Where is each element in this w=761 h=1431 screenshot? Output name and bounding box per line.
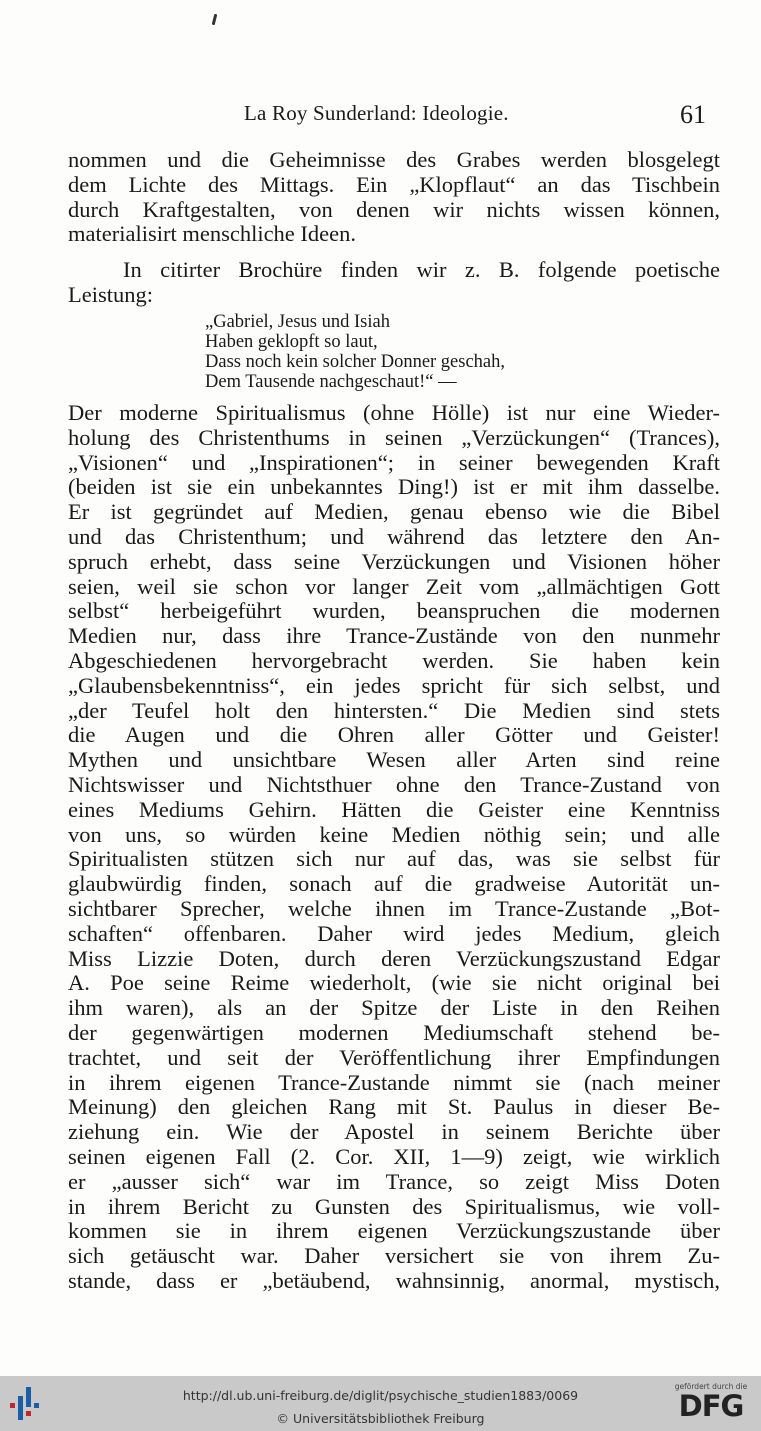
dfg-wordmark: DFG <box>678 1389 744 1423</box>
permalink-url[interactable]: http://dl.ub.uni-freiburg.de/diglit/psychische_studien1883/0069 <box>182 1388 579 1403</box>
text-line: Meinung) den gleichen Rang mit St. Paulus in dieser Be- <box>68 1094 720 1120</box>
text-line: er „ausser sich“ war im Trance, so zeigt Miss Doten <box>68 1168 720 1194</box>
text-line: „der Teufel holt den hintersten.“ Die Medien sind stets <box>68 697 720 723</box>
text-line: ihm waren), als an der Spitze der Liste in den Reihen <box>68 995 720 1021</box>
text-line: der gegenwärtigen modernen Mediumschaft stehend be- <box>68 1019 720 1045</box>
text-line: seien, weil sie schon vor langer Zeit vom „allmächtigen Gott <box>68 573 720 599</box>
text-line: in ihrem Bericht zu Gunsten des Spiritualismus, wie voll- <box>68 1193 720 1219</box>
copyright-notice: © Universitätsbibliothek Freiburg <box>276 1411 485 1426</box>
text-line: Leistung: <box>68 281 153 307</box>
paragraph-2 <box>68 258 720 308</box>
poem-line: Haben geklopft so laut, <box>205 332 378 352</box>
text-line: stande, dass er „betäubend, wahnsinnig, anormal, mystisch, <box>68 1267 720 1293</box>
poem-quote <box>205 312 565 392</box>
text-line: seinen eigenen Fall (2. Cor. XII, 1—9) zeigt, wie wirklich <box>68 1143 720 1169</box>
text-line: Medien nur, dass ihre Trance-Zustände von den nunmehr <box>68 623 720 649</box>
text-line: und das Christenthum; und während das letztere den An- <box>68 523 720 549</box>
text-line: Der moderne Spiritualismus (ohne Hölle) ist nur eine Wieder- <box>68 400 720 425</box>
dfg-logo <box>671 1382 751 1426</box>
text-line: Er ist gegründet auf Medien, genau ebenso wie die Bibel <box>68 499 720 525</box>
text-line: holung des Christenthums in seinen „Verzückungen“ (Trances), <box>68 424 720 450</box>
text-line: durch Kraftgestalten, von denen wir nichts wissen können, <box>68 196 720 222</box>
text-line: sichtbarer Sprecher, welche ihnen im Trance-Zustande „Bot- <box>68 895 720 921</box>
text-line: Miss Lizzie Doten, durch deren Verzückungszustand Edgar <box>68 945 720 971</box>
text-line: „Visionen“ und „Inspirationen“; in seiner bewegenden Kraft <box>68 449 720 475</box>
text-line: Nichtswisser und Nichtsthuer ohne den Trance-Zustand von <box>68 771 720 797</box>
main-paragraph <box>68 401 720 1294</box>
poem-line: „Gabriel, Jesus und Isiah <box>205 312 390 332</box>
poem-line: Dem Tausende nachgeschaut!“ — <box>205 372 457 392</box>
text-line: dem Lichte des Mittags. Ein „Klopflaut“ an das Tischbein <box>68 171 720 197</box>
footer-bar <box>0 1376 761 1431</box>
text-line: In citirter Brochüre finden wir z. B. folgende poetische <box>123 257 720 282</box>
text-line: „Glaubensbekenntniss“, ein jedes spricht für sich selbst, und <box>68 672 720 698</box>
text-line: nommen und die Geheimnisse des Grabes werden blosgelegt <box>68 147 720 172</box>
text-line: A. Poe seine Reime wiederholt, (wie sie nicht original bei <box>68 970 720 996</box>
poem-line: Dass noch kein solcher Donner geschah, <box>205 352 506 372</box>
text-line: spruch erhebt, dass seine Verzückungen und Visionen höher <box>68 548 720 574</box>
text-line: schaften“ offenbaren. Daher wird jedes Medium, gleich <box>68 920 720 946</box>
paragraph-1 <box>68 148 720 247</box>
running-head: La Roy Sunderland: Ideologie. <box>244 101 509 125</box>
text-line: materialisirt menschliche Ideen. <box>68 221 357 247</box>
text-line: trachtet, und seit der Veröffentlichung ihrer Empfindungen <box>68 1044 720 1070</box>
page-header <box>0 101 761 131</box>
text-line: kommen sie in ihrem eigenen Verzückungszustande über <box>68 1218 720 1244</box>
text-line: Abgeschiedenen hervorgebracht werden. Sie haben kein <box>68 647 720 673</box>
ink-mark <box>212 14 218 25</box>
text-line: von uns, so würden keine Medien nöthig sein; und alle <box>68 821 720 847</box>
page-number: 61 <box>680 100 706 129</box>
text-line: Mythen und unsichtbare Wesen aller Arten sind reine <box>68 747 720 773</box>
text-line: (beiden ist sie ein unbekanntes Ding!) ist er mit ihm dasselbe. <box>68 474 720 500</box>
text-line: glaubwürdig finden, sonach auf die gradweise Autorität un- <box>68 871 720 897</box>
text-line: die Augen und die Ohren aller Götter und Geister! <box>68 722 720 748</box>
text-line: eines Mediums Gehirn. Hätten die Geister eine Kenntniss <box>68 796 720 822</box>
dfg-caption: gefördert durch die <box>674 1382 748 1391</box>
text-line: ziehung ein. Wie der Apostel in seinem Berichte über <box>68 1119 720 1145</box>
text-line: in ihrem eigenen Trance-Zustande nimmt sie (nach meiner <box>68 1069 720 1095</box>
text-line: Spiritualisten stützen sich nur auf das, was sie selbst für <box>68 846 720 872</box>
text-line: sich getäuscht war. Daher versichert sie von ihrem Zu- <box>68 1243 720 1269</box>
text-line: selbst“ herbeigeführt wurden, beanspruchen die modernen <box>68 598 720 624</box>
